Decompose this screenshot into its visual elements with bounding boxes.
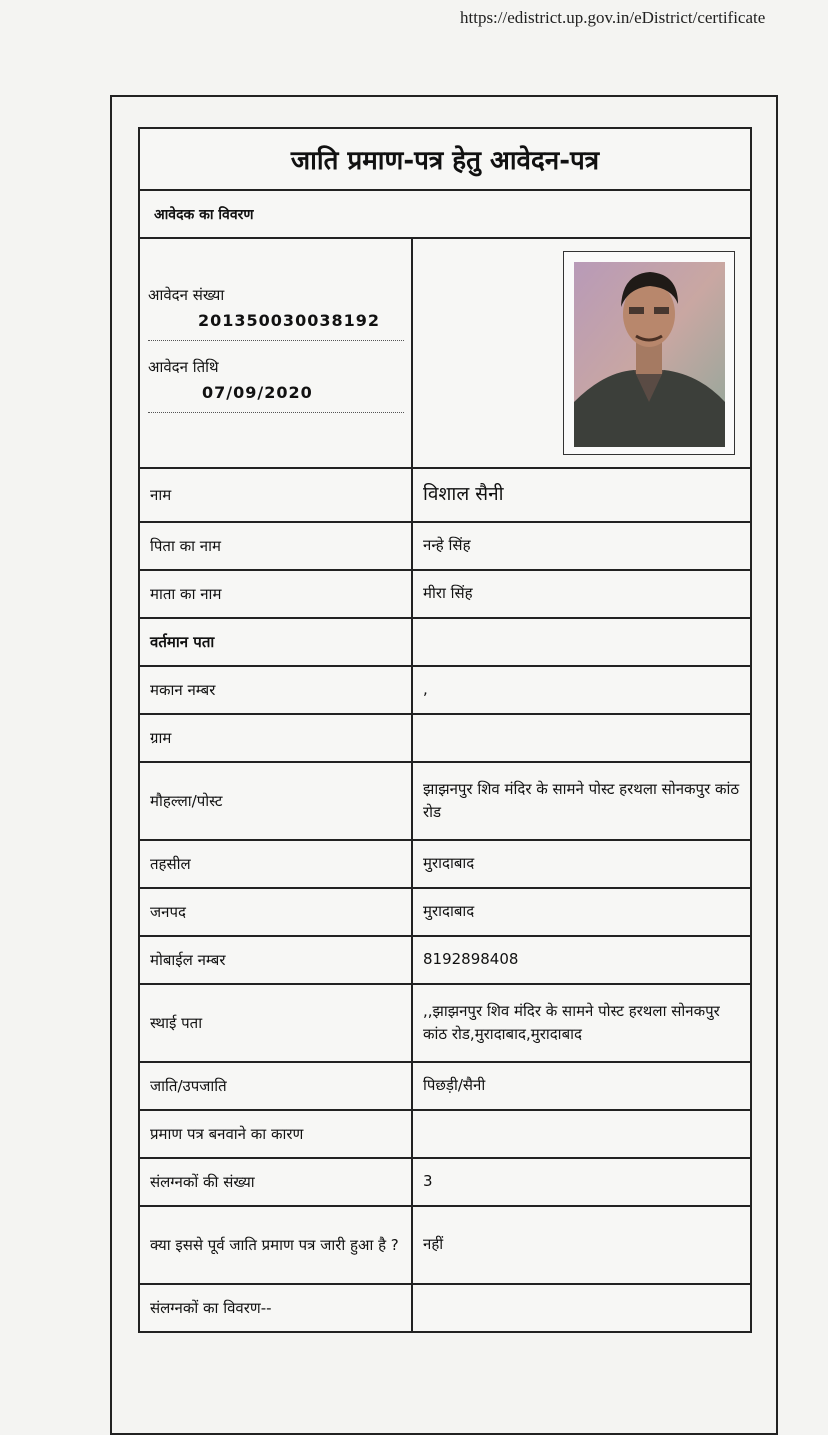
application-number-label: आवेदन संख्या — [148, 286, 225, 304]
applicant-photo-image — [564, 252, 733, 453]
district-label: जनपद — [140, 889, 413, 935]
row-reason — [140, 1111, 750, 1159]
divider — [148, 412, 404, 413]
row-mother — [140, 571, 750, 619]
applicant-photo — [563, 251, 735, 455]
mobile-label: मोबाईल नम्बर — [140, 937, 413, 983]
house-no-value: , — [423, 680, 428, 699]
page-url: https://edistrict.up.gov.in/eDistrict/certificate — [460, 8, 766, 27]
attachments-count-value: 3 — [423, 1172, 433, 1191]
tehsil-value: मुरादाबाद — [423, 854, 475, 873]
application-info — [140, 239, 750, 469]
attachments-detail-label: संलग्नकों का विवरण-- — [140, 1285, 413, 1331]
current-address-value — [413, 619, 750, 665]
row-caste — [140, 1063, 750, 1111]
permanent-address-label: स्थाई पता — [140, 985, 413, 1061]
reason-label: प्रमाण पत्र बनवाने का कारण — [140, 1111, 413, 1157]
application-date: 07/09/2020 — [202, 383, 313, 402]
father-value: नन्हे सिंह — [423, 536, 471, 555]
father-label: पिता का नाम — [140, 523, 413, 569]
section-title: आवेदक का विवरण — [140, 191, 750, 239]
row-name — [140, 469, 750, 523]
mobile-value: 8192898408 — [423, 950, 519, 969]
village-label: ग्राम — [140, 715, 413, 761]
previous-certificate-label: क्या इससे पूर्व जाति प्रमाण पत्र जारी हुआ है ? — [140, 1207, 413, 1283]
photo-cell — [413, 239, 750, 467]
locality-value: झाझनपुर शिव मंदिर के सामने पोस्ट हरथला सोनकपुर कांठ रोड — [423, 779, 740, 821]
row-house-no — [140, 667, 750, 715]
attachments-detail-value — [413, 1285, 750, 1331]
row-village — [140, 715, 750, 763]
application-form — [138, 127, 752, 1333]
row-tehsil — [140, 841, 750, 889]
row-mobile — [140, 937, 750, 985]
application-number: 201350030038192 — [198, 311, 380, 330]
village-value — [413, 715, 750, 761]
locality-label: मौहल्ला/पोस्ट — [140, 763, 413, 839]
row-district — [140, 889, 750, 937]
row-attachments-detail — [140, 1285, 750, 1331]
mother-value: मीरा सिंह — [423, 584, 473, 603]
name-label: नाम — [140, 469, 413, 521]
previous-certificate-value: नहीं — [423, 1235, 444, 1254]
row-permanent-address — [140, 985, 750, 1063]
row-current-address — [140, 619, 750, 667]
tehsil-label: तहसील — [140, 841, 413, 887]
divider — [148, 340, 404, 341]
reason-value — [413, 1111, 750, 1157]
house-no-label: मकान नम्बर — [140, 667, 413, 713]
application-date-label: आवेदन तिथि — [148, 358, 219, 376]
mother-label: माता का नाम — [140, 571, 413, 617]
row-attachments-count — [140, 1159, 750, 1207]
application-meta — [140, 239, 413, 467]
caste-value: पिछड़ी/सैनी — [423, 1076, 486, 1095]
name-value: विशाल सैनी — [423, 483, 504, 506]
current-address-label: वर्तमान पता — [140, 619, 413, 665]
permanent-address-value: ,,झाझनपुर शिव मंदिर के सामने पोस्ट हरथला सोनकपुर कांठ रोड,मुरादाबाद,मुरादाबाद — [423, 1001, 720, 1043]
row-previous-certificate — [140, 1207, 750, 1285]
row-locality — [140, 763, 750, 841]
attachments-count-label: संलग्नकों की संख्या — [140, 1159, 413, 1205]
row-father — [140, 523, 750, 571]
district-value: मुरादाबाद — [423, 902, 475, 921]
caste-label: जाति/उपजाति — [140, 1063, 413, 1109]
form-title: जाति प्रमाण-पत्र हेतु आवेदन-पत्र — [140, 129, 750, 191]
